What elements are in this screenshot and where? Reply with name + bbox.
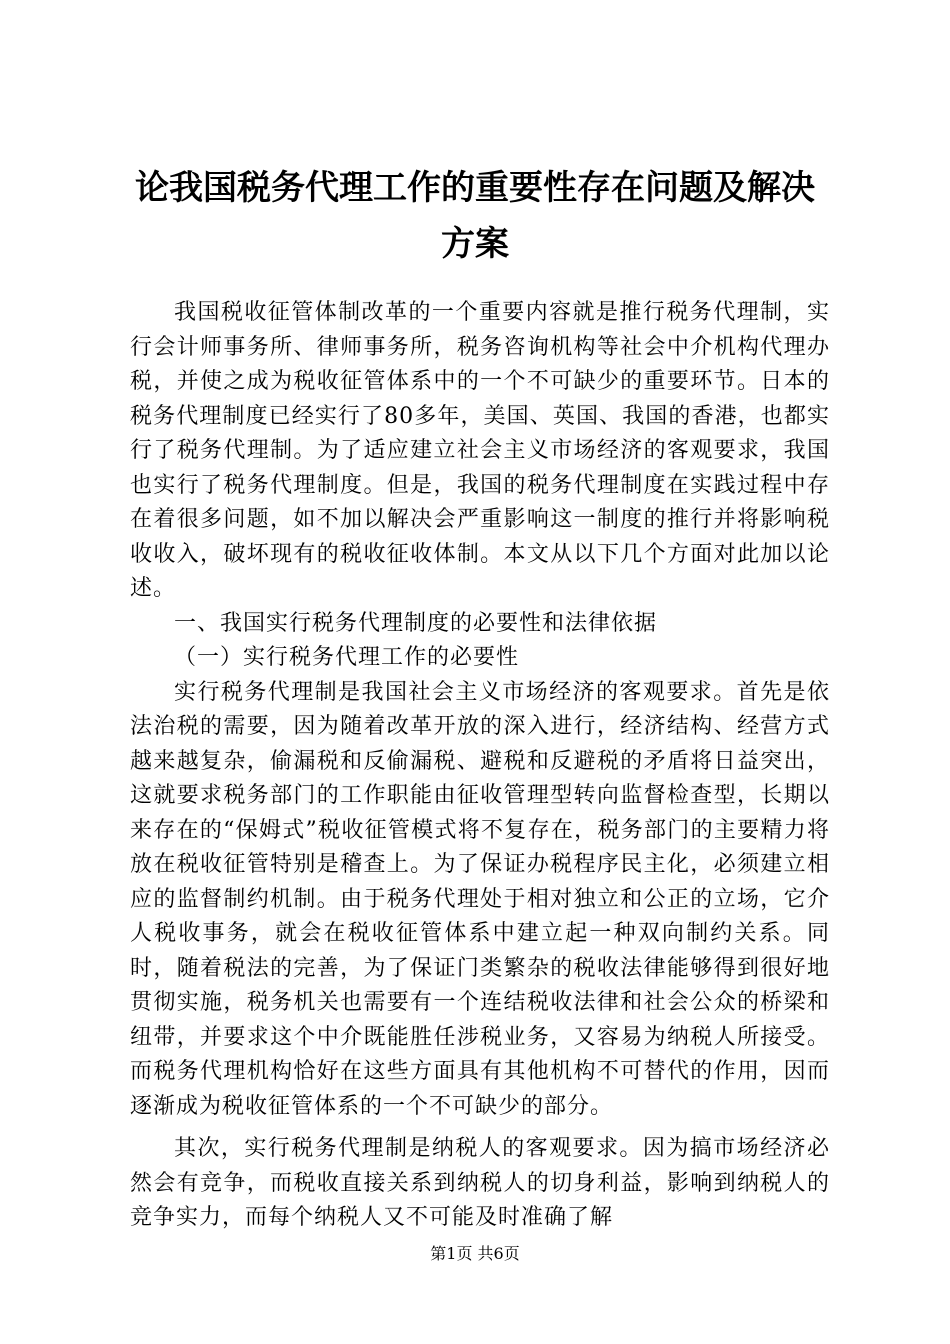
paragraph-intro: 我国税收征管体制改革的一个重要内容就是推行税务代理制，实行会计师事务所、律师事务所，税务咨询机构等社会中介机构代理办税，并使之成为税收征管体系中的一个不可缺少的重要环节。日本的税务代理制度已经实行了80多年，美国、英国、我国的香港，也都实行了税务代理制。为了适应建立社会主义市场经济的客观要求，我国也实行了税务代理制度。但是，我国的税务代理制度在实践过程中存在着很多问题，如不加以解决会严重影响这一制度的推行并将影响税收收入，破坏现有的税收征收体制。本文从以下几个方面对此加以论述。 [130,300,830,601]
paragraph-necessity: 实行税务代理制是我国社会主义市场经济的客观要求。首先是依法治税的需要，因为随着改革开放的深入进行，经济结构、经营方式越来越复杂，偷漏税和反偷漏税、避税和反避税的矛盾将日益突出，这就要求税务部门的工作职能由征收管理型转向监督检查型，长期以来存在的“保姆式”税收征管模式将不复存在，税务部门的主要精力将放在税收征管特别是稽查上。为了保证办税程序民主化，必须建立相应的监督制约机制。由于税务代理处于相对独立和公正的立场，它介人税收事务，就会在税收征管体系中建立起一种双向制约关系。同时，随着税法的完善，为了保证门类繁杂的税收法律能够得到很好地贯彻实施，税务机关也需要有一个连结税收法律和社会公众的桥梁和纽带，并要求这个中介既能胜任涉税业务，又容易为纳税人所接受。而税务代理机构恰好在这些方面具有其他机构不可替代的作用，因而逐渐成为税收征管体系的一个不可缺少的部分。 [130,679,830,1119]
paragraph-taxpayer: 其次，实行税务代理制是纳税人的客观要求。因为搞市场经济必然会有竞争，而税收直接关系到纳税人的切身利益，影响到纳税人的竞争实力，而每个纳税人又不可能及时准确了解 [130,1136,830,1230]
document-body [130,296,830,1236]
section-heading-1: 一、我国实行税务代理制度的必要性和法律依据 [174,610,658,636]
document-title: 论我国税务代理工作的重要性存在问题及解决方案 [135,168,815,264]
page-number-footer: 第1页 共6页 [430,1244,520,1263]
subsection-heading-1: （一）实行税务代理工作的必要性 [174,645,520,670]
